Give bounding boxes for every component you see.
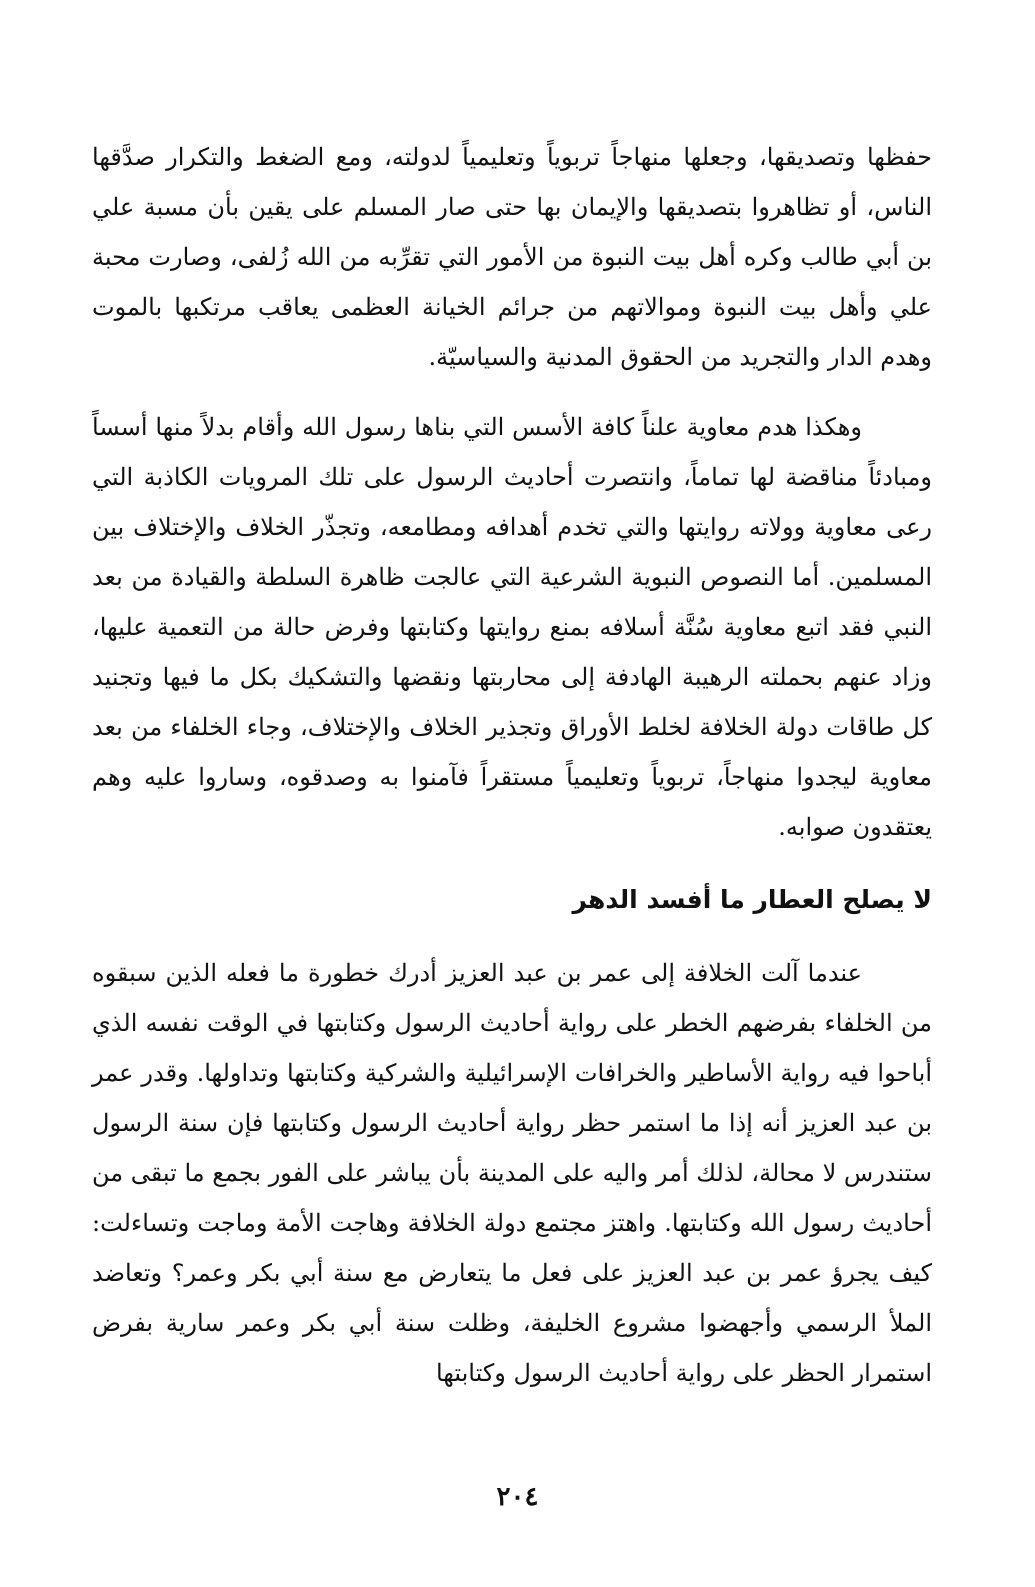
paragraph-3: عندما آلت الخلافة إلى عمر بن عبد العزيز أدرك خطورة ما فعله الذين سبقوه من الخلفاء بفرضهم الخطر على رواية أحاديث الرسول وكتابتها في الوقت نفسه الذي أباحوا فيه رواية الأساطير والخرافات الإسرائيلية والشركية وكتابتها وتداولها. وقدر عمر بن عبد العزيز أنه إذا ما استمر حظر رواية أحاديث الرسول وكتابتها فإن سنة الرسول ستندرس لا محالة، لذلك أمر واليه على المدينة بأن يباشر على الفور بجمع ما تبقى من أحاديث رسول الله وكتابتها. واهتز مجتمع دولة الخلافة وهاجت الأمة وماجت وتساءلت: كيف يجرؤ عمر بن عبد العزيز على فعل ما يتعارض مع سنة أبي بكر وعمر؟ وتعاضد الملأ الرسمي وأجهضوا مشروع الخليفة، وظلت سنة أبي بكر وعمر سارية بفرض استمرار الحظر على رواية أحاديث الرسول وكتابتها xyxy=(92,959,933,1387)
page-number: ٢٠٤ xyxy=(496,1482,539,1512)
paragraph-1: حفظها وتصديقها، وجعلها منهاجاً تربوياً وتعليمياً لدولته، ومع الضغط والتكرار صدَّقها الناس، أو تظاهروا بتصديقها والإيمان بها حتى صار المسلم على يقين بأن مسبة علي بن أبي طالب وكره أهل بيت النبوة من الأمور التي تقرِّبه من الله زُلفى، وصارت محبة علي وأهل بيت النبوة وموالاتهم من جرائم الخيانة العظمى يعاقب مرتكبها بالموت وهدم الدار والتجريد من الحقوق المدنية والسياسيّة. xyxy=(92,143,932,371)
paragraph-2: وهكذا هدم معاوية علناً كافة الأسس التي بناها رسول الله وأقام بدلاً منها أسساً ومبادئاً مناقضة لها تماماً، وانتصرت أحاديث الرسول على تلك المرويات الكاذبة التي رعى معاوية وولاته روايتها والتي تخدم أهدافه ومطامعه، وتجذّر الخلاف والإختلاف بين المسلمين. أما النصوص النبوية الشرعية التي عالجت ظاهرة السلطة والقيادة من بعد النبي فقد اتبع معاوية سُنَّة أسلافه بمنع روايتها وكتابتها وفرض حالة من التعمية عليها، وزاد عنهم بحملته الرهيبة الهادفة إلى محاربتها ونقضها والتشكيك بكل ما فيها وتجنيد كل طاقات دولة الخلافة لخلط الأوراق وتجذير الخلاف والإختلاف، وجاء الخلفاء من بعد معاوية ليجدوا منهاجاً، تربوياً وتعليمياً مستقراً فآمنوا به وصدقوه، وساروا عليه وهم يعتقدون صوابه. xyxy=(92,413,932,841)
page-body xyxy=(92,132,932,1398)
section-heading: لا يصلح العطار ما أفسد الدهر xyxy=(572,885,932,914)
